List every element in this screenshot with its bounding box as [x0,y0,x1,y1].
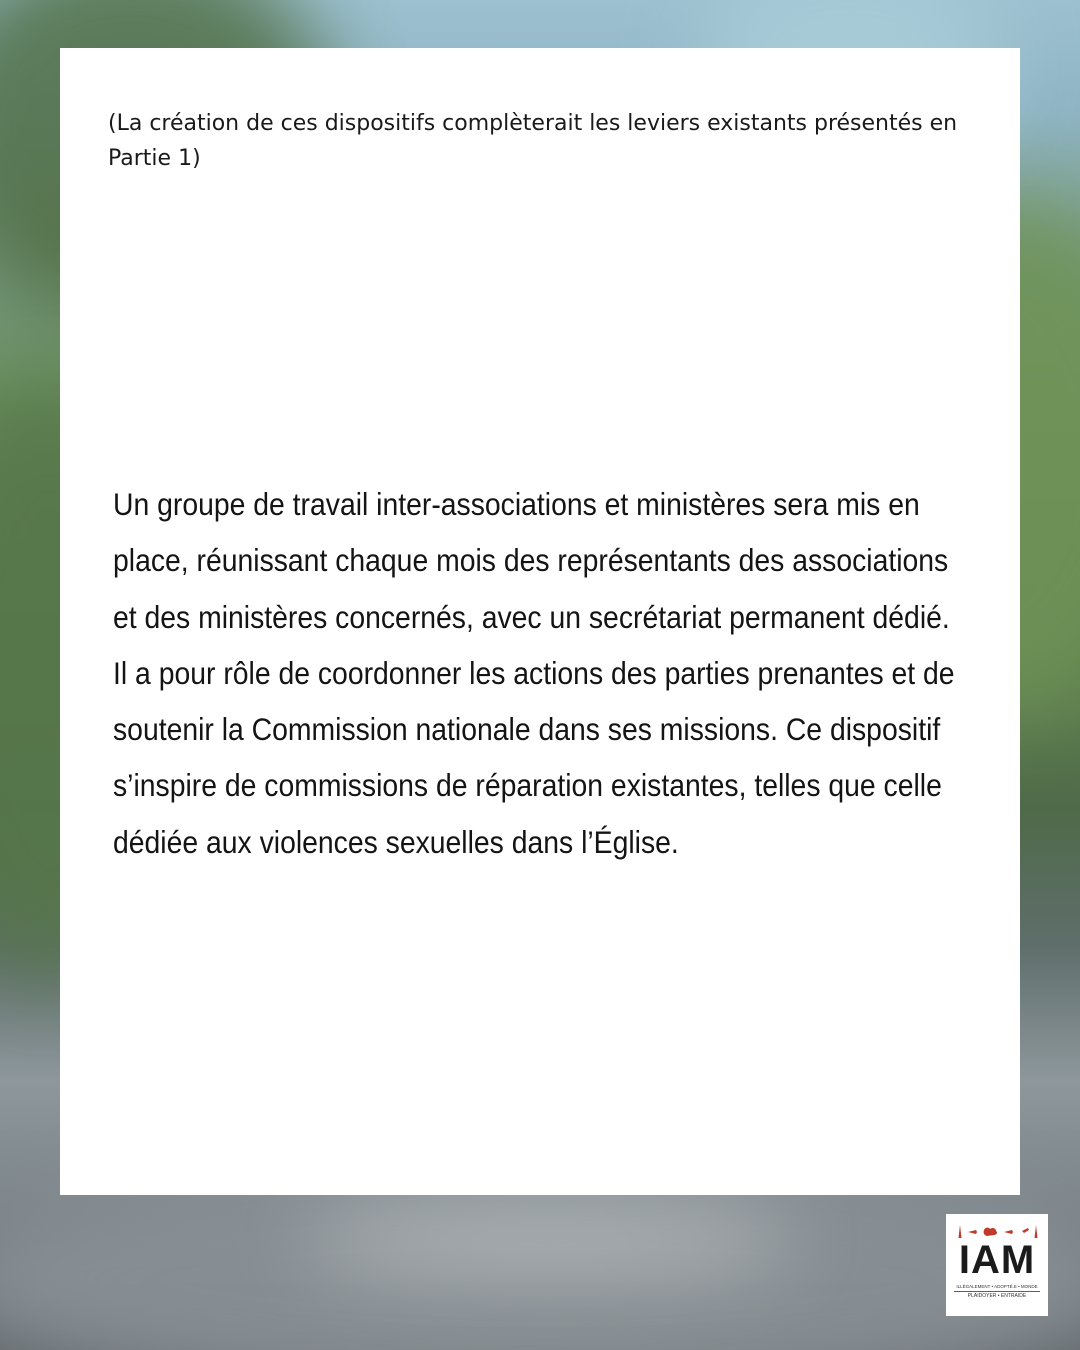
logo-tagline: ILLÉGALEMENT • ADOPTÉ.E • MONDE [956,1284,1038,1289]
iam-logo [946,1214,1048,1316]
intro-note: (La création de ces dispositifs complèterait les leviers existants présentés en Partie 1) [108,111,958,171]
logo-subtitle: PLAIDOYER • ENTRAIDE [967,1293,1027,1299]
logo-divider [954,1291,1040,1292]
main-paragraph: Un groupe de travail inter-associations et ministères sera mis en place, réunissant chaque mois des représentants des associations et des ministères concernés, avec un secrétariat permanent dédié. Il a pour rôle de coordonner les actions des parties prenantes et de soutenir la Commission nationale dans ses missions. Ce dispositif s’inspire de commissions de réparation existantes, telles que celle dédiée aux violences sexuelles dans l’Église. [113,486,955,860]
text-card [60,48,1020,1195]
logo-title: IAM [958,1238,1036,1282]
